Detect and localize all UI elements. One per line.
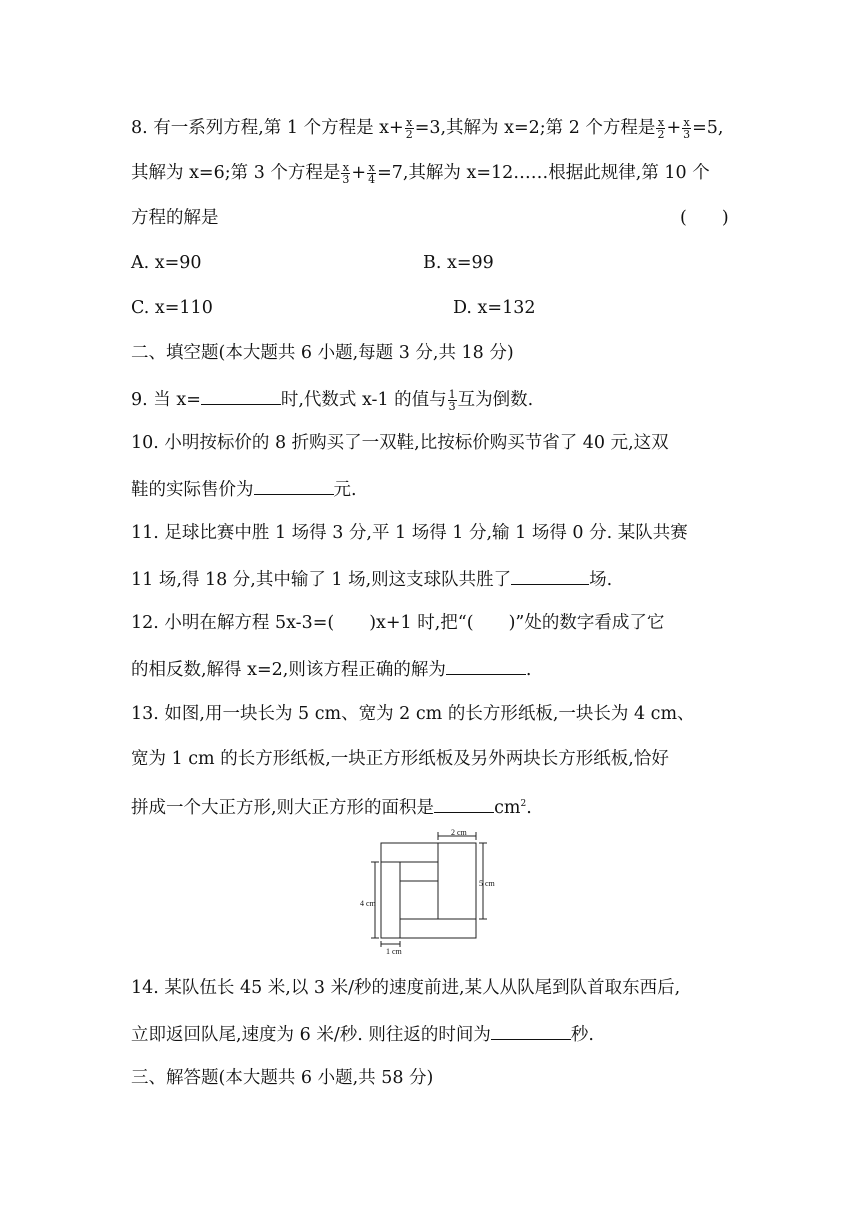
- q13-line-1: 13. 如图,用一块长为 5 cm、宽为 2 cm 的长方形纸板,一块长为 4 cm、: [131, 704, 695, 724]
- option-a: A. x=90: [131, 253, 202, 273]
- inner-rect: [400, 862, 438, 919]
- q10-line-2: 鞋的实际售价为 元.: [131, 476, 357, 502]
- q8-text: 方程的解是: [131, 208, 219, 228]
- answer-blank: [491, 1021, 571, 1040]
- label-2cm: 2 cm: [451, 828, 467, 837]
- fraction-x-over-3: $\frac{x}{3}$: [342, 161, 350, 186]
- q14-line-2: 立即返回队尾,速度为 6 米/秒. 则往返的时间为 秒.: [131, 1021, 594, 1047]
- q14-line-1: 14. 某队伍长 45 米,以 3 米/秒的速度前进,某人从队尾到队首取东西后,: [131, 978, 681, 998]
- q12-line-2: 的相反数,解得 x=2,则该方程正确的解为 .: [131, 656, 531, 682]
- rect-2x5: [438, 843, 476, 919]
- answer-parentheses: ( ): [680, 208, 729, 228]
- option-c: C. x=110: [131, 298, 213, 318]
- q13-line-3: 拼成一个大正方形,则大正方形的面积是 $cm^2$.: [131, 792, 532, 820]
- q10-line-1: 10. 小明按标价的 8 折购买了一双鞋,比按标价购买节省了 40 元,这双: [131, 433, 669, 453]
- answer-blank: [434, 794, 494, 813]
- option-b: B. x=99: [423, 253, 494, 273]
- section-3-heading: 三、解答题(本大题共 6 小题,共 58 分): [131, 1068, 434, 1088]
- answer-blank: [511, 566, 589, 585]
- q11-line-2: 11 场,得 18 分,其中输了 1 场,则这支球队共胜了 场.: [131, 566, 612, 592]
- fraction-x-over-3: $\frac{x}{3}$: [683, 116, 691, 141]
- q12-line-1: 12. 小明在解方程 5x-3=( )x+1 时,把“( )”处的数字看成了它: [131, 613, 665, 633]
- q8-text: 8. 有一系列方程,第 1 个方程是 x+: [131, 118, 404, 138]
- q8-line-1: 8. 有一系列方程,第 1 个方程是 x+ $\frac{x}{2}$ =3,其解为 x=2;第 2 个方程是 $\frac{x}{2}$ + $\frac{x}{3}$ =5,: [131, 116, 724, 141]
- fraction-x-over-4: $\frac{x}{4}$: [368, 161, 376, 186]
- q8-line-3: [131, 206, 219, 230]
- label-5cm: 5 cm: [479, 879, 495, 888]
- q13-line-2: 宽为 1 cm 的长方形纸板,一块正方形纸板及另外两块长方形纸板,恰好: [131, 749, 669, 769]
- label-4cm: 4 cm: [360, 899, 376, 908]
- fraction-x-over-2: $\frac{x}{2}$: [657, 116, 665, 141]
- q8-text: 其解为 x=6;第 3 个方程是: [131, 163, 341, 183]
- q9-line: 9. 当 x= 时,代数式 x-1 的值与 $\frac{1}{3}$ 互为倒数.: [131, 388, 534, 413]
- fraction-x-over-2: $\frac{x}{2}$: [405, 116, 413, 141]
- rect-1x4: [381, 862, 400, 938]
- section-2-heading: 二、填空题(本大题共 6 小题,每题 3 分,共 18 分): [131, 343, 514, 363]
- q11-line-1: 11. 足球比赛中胜 1 场得 3 分,平 1 场得 1 分,输 1 场得 0 分. 某队共赛: [131, 523, 688, 543]
- answer-blank: [201, 386, 281, 405]
- q8-line-2: 其解为 x=6;第 3 个方程是 $\frac{x}{3}$ + $\frac{x}{4}$ =7,其解为 x=12……根据此规律,第 10 个: [131, 161, 710, 186]
- big-square-outline: [381, 843, 476, 938]
- q8-text: =5,: [692, 118, 724, 138]
- label-1cm: 1 cm: [386, 947, 402, 956]
- option-d: D. x=132: [453, 298, 536, 318]
- q8-text: =3,其解为 x=2;第 2 个方程是: [414, 118, 656, 138]
- fraction-one-third: $\frac{1}{3}$: [448, 388, 456, 413]
- answer-blank: [446, 656, 526, 675]
- square-figure: [355, 826, 505, 956]
- q8-text: =7,其解为 x=12……根据此规律,第 10 个: [377, 163, 710, 183]
- answer-blank: [254, 476, 334, 495]
